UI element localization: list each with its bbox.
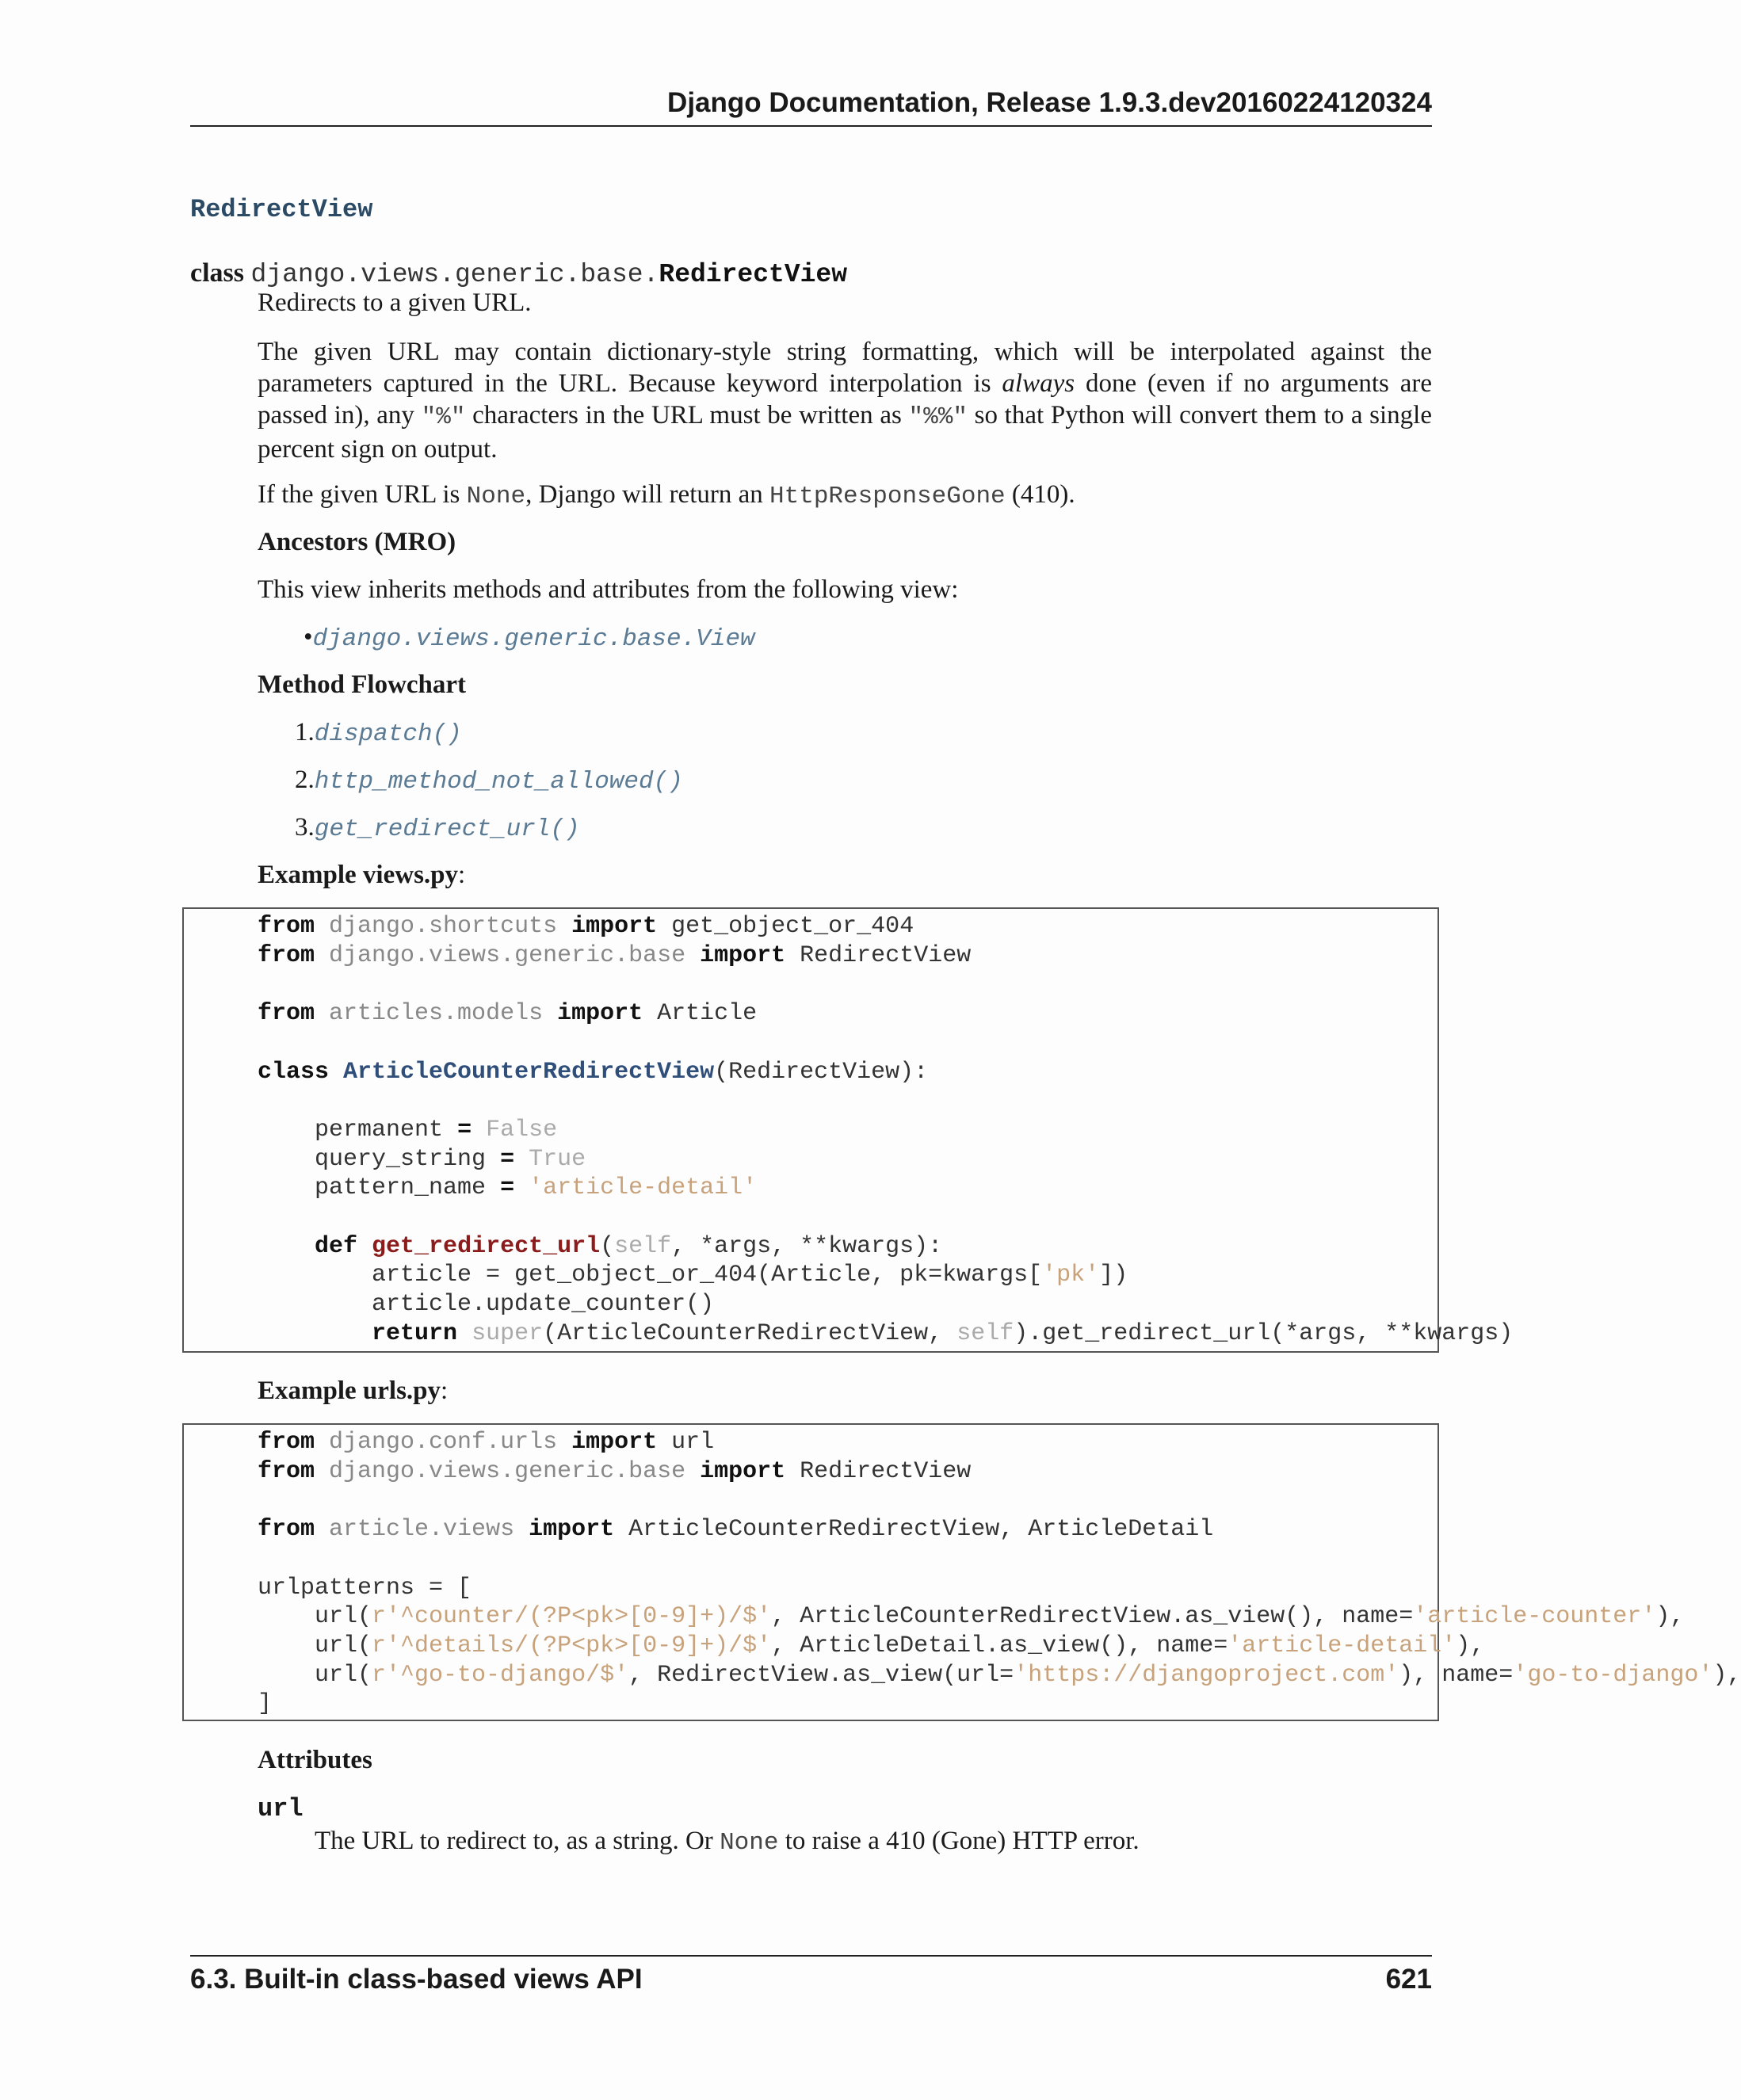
footer-section-title: 6.3. Built-in class-based views API (190, 1964, 643, 1995)
attribute-url-description: The URL to redirect to, as a string. Or None to raise a 410 (Gone) HTTP error. (315, 1827, 1140, 1857)
flowchart-item: 3.get_redirect_url() (295, 813, 580, 843)
header-divider (190, 125, 1432, 127)
ancestors-intro: This view inherits methods and attributes from the following view: (258, 575, 959, 604)
urls-code-block: from django.conf.urls import url from django.views.generic.base import RedirectView from article.views import ArticleCounterRedirectView, ArticleDetail urlpatterns = [ url(r'^counter/(?P<pk>[0-9]+)/$', ArticleCounterRedirectView.as_view(), name='article-counter'), url(r'^details/(?P<pk>[0-9]+)/$', ArticleDetail.as_view(), name='article-detail'), url(r'^go-to-django/$', RedirectView.as_view(url='https://djangoproject.com'), name='go-to-django'), ] (182, 1423, 1439, 1721)
class-name: RedirectView (659, 260, 848, 289)
section-title[interactable]: RedirectView (190, 195, 373, 224)
flowchart-item: 2.http_method_not_allowed() (295, 766, 683, 796)
example-urls-label: Example urls.py: (258, 1376, 449, 1405)
get-redirect-url-link[interactable]: get_redirect_url() (314, 815, 580, 843)
none-url-paragraph: If the given URL is None, Django will return an HttpResponseGone (410). (258, 480, 1075, 510)
class-signature (190, 258, 847, 289)
dispatch-link[interactable]: dispatch() (314, 720, 462, 748)
flowchart-heading: Method Flowchart (258, 670, 467, 699)
class-keyword: class (190, 258, 244, 288)
ancestor-link[interactable]: django.views.generic.base.View (312, 625, 755, 653)
flowchart-item: 1.dispatch() (295, 718, 462, 748)
bullet: • (304, 623, 313, 651)
http-method-not-allowed-link[interactable]: http_method_not_allowed() (314, 768, 683, 796)
ancestor-list-item (304, 621, 755, 655)
footer-divider (190, 1955, 1432, 1957)
description-paragraph: The given URL may contain dictionary-style string formatting, which will be interpolated against the parameters captured in the URL. Because keyword interpolation is always done (even if no arguments are passed in), any "%" characters in the URL must be written as "%%" so that Python will convert them to a single percent sign on output. (258, 338, 1432, 464)
ancestors-heading: Ancestors (MRO) (258, 528, 456, 556)
header-title: Django Documentation, Release 1.9.3.dev20160224120324 (667, 87, 1432, 118)
class-summary: Redirects to a given URL. (258, 288, 532, 317)
views-code-block: from django.shortcuts import get_object_or_404 from django.views.generic.base import RedirectView from articles.models import Article class ArticleCounterRedirectView(RedirectView): permanent = False query_string = True pattern_name = 'article-detail' def get_redirect_url(self, *args, **kwargs): article = get_object_or_404(Article, pk=kwargs['pk']) article.update_counter() return super(ArticleCounterRedirectView, self).get_redirect_url(*args, **kwargs) (182, 907, 1439, 1353)
attribute-url-name: url (258, 1794, 304, 1823)
example-views-label: Example views.py: (258, 861, 466, 889)
class-module-path: django.views.generic.base. (250, 260, 659, 289)
attributes-heading: Attributes (258, 1746, 372, 1774)
footer-page-number: 621 (1385, 1964, 1432, 1995)
